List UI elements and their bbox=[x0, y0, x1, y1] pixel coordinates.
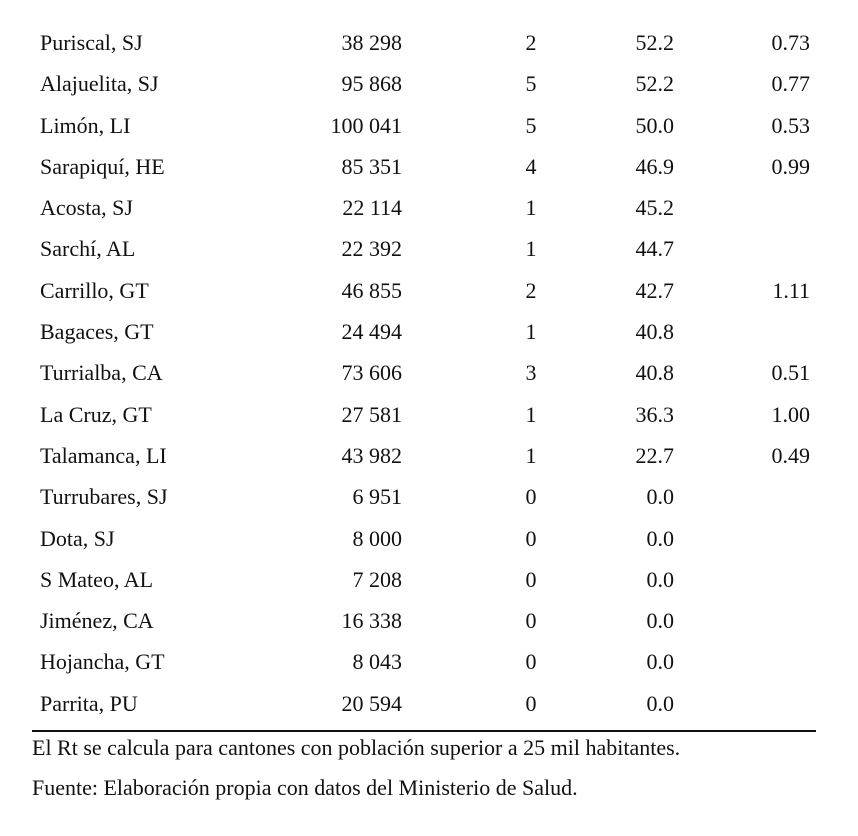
rt-cell: 0.99 bbox=[771, 153, 810, 179]
canton-cell: Talamanca, LI bbox=[40, 442, 167, 468]
table-row bbox=[0, 187, 858, 228]
population-cell: 85 351 bbox=[341, 153, 402, 179]
table-row bbox=[0, 641, 858, 682]
canton-cell: Carrillo, GT bbox=[40, 277, 149, 303]
cases-cell: 1 bbox=[525, 319, 537, 345]
population-cell: 8 000 bbox=[352, 525, 402, 551]
rt-cell: 0.77 bbox=[771, 71, 810, 97]
rate-cell: 40.8 bbox=[635, 319, 674, 345]
rate-cell: 42.7 bbox=[635, 277, 674, 303]
table-row bbox=[0, 63, 858, 104]
rate-cell: 0.0 bbox=[646, 649, 674, 675]
table-row bbox=[0, 559, 858, 600]
population-cell: 6 951 bbox=[352, 484, 402, 510]
rate-cell: 52.2 bbox=[635, 30, 674, 55]
canton-cell: Puriscal, SJ bbox=[40, 30, 143, 55]
cases-cell: 1 bbox=[525, 401, 537, 427]
population-cell: 22 114 bbox=[342, 195, 402, 221]
cases-cell: 0 bbox=[525, 525, 537, 551]
rate-cell: 44.7 bbox=[635, 236, 674, 262]
population-cell: 95 868 bbox=[341, 71, 402, 97]
canton-cell: Turrialba, CA bbox=[40, 360, 163, 386]
rate-cell: 40.8 bbox=[635, 360, 674, 386]
cases-cell: 1 bbox=[525, 236, 537, 262]
rate-cell: 36.3 bbox=[635, 401, 674, 427]
canton-cell: Jiménez, CA bbox=[40, 608, 154, 634]
rt-cell: 1.00 bbox=[771, 401, 810, 427]
cases-cell: 0 bbox=[525, 566, 537, 592]
population-cell: 24 494 bbox=[341, 319, 402, 345]
rate-cell: 45.2 bbox=[635, 195, 674, 221]
canton-cell: Bagaces, GT bbox=[40, 319, 154, 345]
rt-cell: 1.11 bbox=[772, 277, 810, 303]
cases-cell: 5 bbox=[525, 112, 537, 138]
table-row bbox=[0, 228, 858, 269]
rate-cell: 0.0 bbox=[646, 608, 674, 634]
table-row bbox=[0, 311, 858, 352]
table-row bbox=[0, 270, 858, 311]
population-cell: 20 594 bbox=[341, 690, 402, 716]
population-cell: 73 606 bbox=[341, 360, 402, 386]
cases-cell: 1 bbox=[525, 195, 537, 221]
rate-cell: 22.7 bbox=[635, 442, 674, 468]
table-row bbox=[0, 435, 858, 476]
rate-cell: 0.0 bbox=[646, 525, 674, 551]
table-row bbox=[0, 146, 858, 187]
cases-cell: 0 bbox=[525, 690, 537, 716]
table-row bbox=[0, 352, 858, 393]
population-cell: 43 982 bbox=[341, 442, 402, 468]
data-table bbox=[0, 22, 858, 724]
cases-cell: 2 bbox=[525, 277, 537, 303]
cases-cell: 4 bbox=[525, 153, 537, 179]
cases-cell: 2 bbox=[525, 30, 537, 55]
canton-cell: Dota, SJ bbox=[40, 525, 115, 551]
table-row bbox=[0, 22, 858, 63]
rt-footnote: El Rt se calcula para cantones con población superior a 25 mil habitantes. bbox=[32, 735, 681, 760]
canton-cell: Limón, LI bbox=[40, 112, 131, 138]
rt-cell: 0.51 bbox=[771, 360, 810, 386]
population-cell: 46 855 bbox=[341, 277, 402, 303]
table-row bbox=[0, 683, 858, 724]
rt-cell: 0.49 bbox=[771, 442, 810, 468]
population-cell: 38 298 bbox=[341, 30, 402, 55]
table-row bbox=[0, 105, 858, 146]
canton-cell: S Mateo, AL bbox=[40, 566, 154, 592]
rate-cell: 46.9 bbox=[635, 153, 674, 179]
table-row bbox=[0, 600, 858, 641]
cases-cell: 0 bbox=[525, 484, 537, 510]
canton-cell: Parrita, PU bbox=[40, 690, 138, 716]
rate-cell: 50.0 bbox=[635, 112, 674, 138]
cases-cell: 5 bbox=[525, 71, 537, 97]
population-cell: 100 041 bbox=[330, 112, 402, 138]
canton-cell: Sarchí, AL bbox=[40, 236, 136, 262]
rt-cell: 0.73 bbox=[771, 30, 810, 55]
population-cell: 16 338 bbox=[341, 608, 402, 634]
cases-cell: 1 bbox=[525, 442, 537, 468]
rate-cell: 0.0 bbox=[646, 690, 674, 716]
rt-cell: 0.53 bbox=[771, 112, 810, 138]
canton-cell: Hojancha, GT bbox=[40, 649, 165, 675]
population-cell: 8 043 bbox=[352, 649, 402, 675]
canton-cell: Alajuelita, SJ bbox=[40, 71, 159, 97]
canton-cell: La Cruz, GT bbox=[40, 401, 152, 427]
rate-cell: 52.2 bbox=[635, 71, 674, 97]
rate-cell: 0.0 bbox=[646, 566, 674, 592]
table-bottom-rule bbox=[32, 730, 816, 732]
table-row bbox=[0, 394, 858, 435]
canton-cell: Sarapiquí, HE bbox=[40, 153, 165, 179]
population-cell: 7 208 bbox=[352, 566, 402, 592]
table-row bbox=[0, 476, 858, 517]
cases-cell: 0 bbox=[525, 608, 537, 634]
population-cell: 22 392 bbox=[341, 236, 402, 262]
table-row bbox=[0, 518, 858, 559]
population-cell: 27 581 bbox=[341, 401, 402, 427]
source-footnote: Fuente: Elaboración propia con datos del Ministerio de Salud. bbox=[32, 775, 578, 800]
canton-cell: Turrubares, SJ bbox=[40, 484, 168, 510]
rate-cell: 0.0 bbox=[646, 484, 674, 510]
cases-cell: 0 bbox=[525, 649, 537, 675]
canton-cell: Acosta, SJ bbox=[40, 195, 133, 221]
cases-cell: 3 bbox=[525, 360, 537, 386]
